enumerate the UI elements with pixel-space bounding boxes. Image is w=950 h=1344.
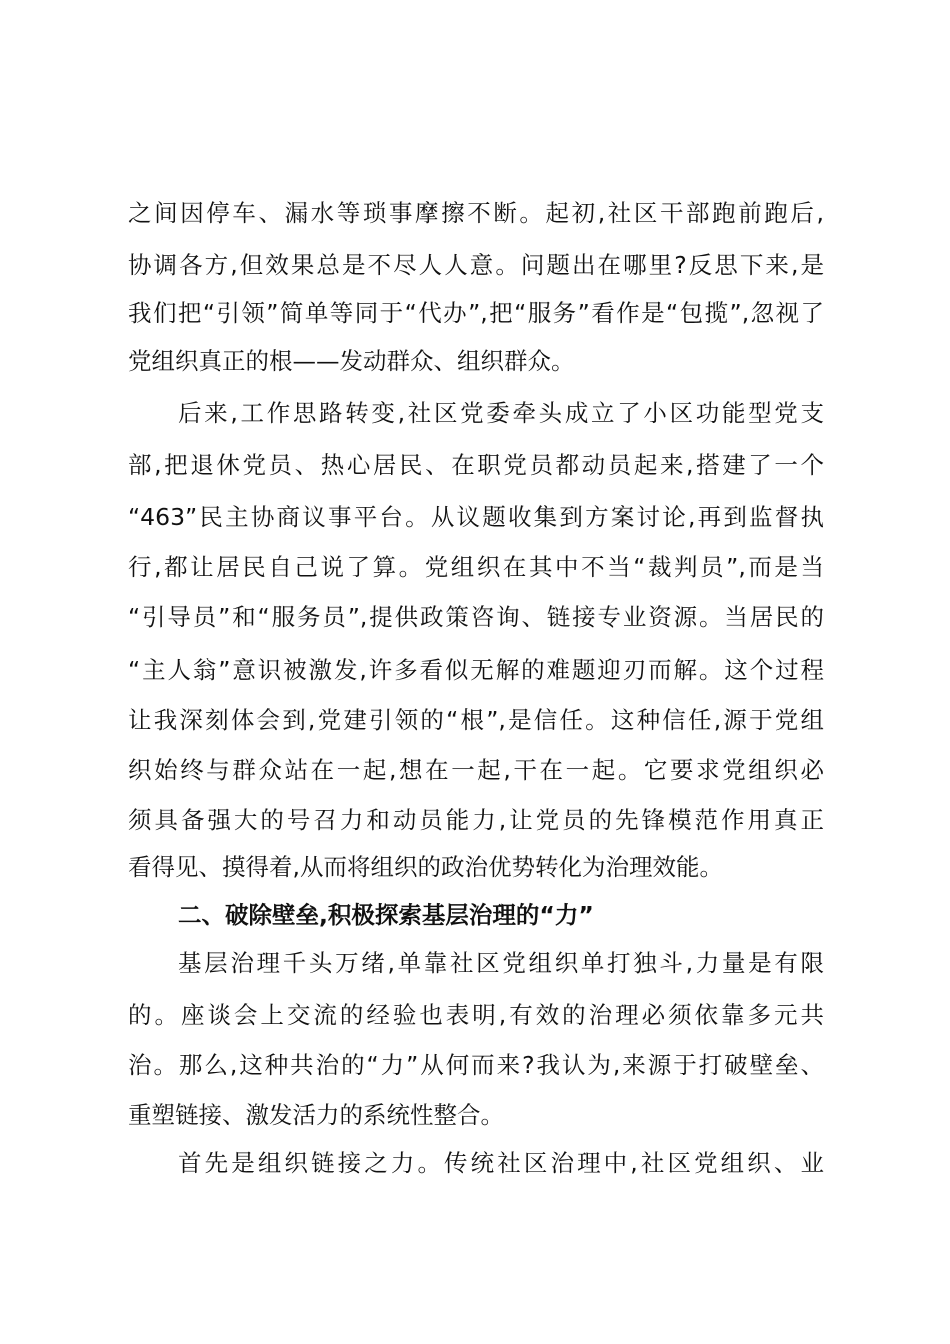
text-line: 的。座谈会上交流的经验也表明,有效的治理必须依靠多元共 <box>128 1001 824 1029</box>
text-line: 党组织真正的根——发动群众、组织群众。 <box>128 347 575 375</box>
text-line: 协调各方,但效果总是不尽人人意。问题出在哪里?反思下来,是 <box>128 251 824 279</box>
text-line: 后来,工作思路转变,社区党委牵头成立了小区功能型党支 <box>178 399 824 427</box>
text-line: 让我深刻体会到,党建引领的“根”,是信任。这种信任,源于党组 <box>128 706 824 734</box>
text-line: 之间因停车、漏水等琐事摩擦不断。起初,社区干部跑前跑后, <box>128 199 824 227</box>
text-line: “主人翁”意识被激发,许多看似无解的难题迎刃而解。这个过程 <box>128 656 824 684</box>
text-line: 我们把“引领”简单等同于“代办”,把“服务”看作是“包揽”,忽视了 <box>128 299 824 327</box>
text-line: 行,都让居民自己说了算。党组织在其中不当“裁判员”,而是当 <box>128 553 824 581</box>
text-line: 看得见、摸得着,从而将组织的政治优势转化为治理效能。 <box>128 853 723 881</box>
text-line: “引导员”和“服务员”,提供政策咨询、链接专业资源。当居民的 <box>128 603 824 631</box>
text-line: 部,把退休党员、热心居民、在职党员都动员起来,搭建了一个 <box>128 451 824 479</box>
text-line: “463”民主协商议事平台。从议题收集到方案讨论,再到监督执 <box>128 503 824 531</box>
text-line: 织始终与群众站在一起,想在一起,干在一起。它要求党组织必 <box>128 756 824 784</box>
text-line: 首先是组织链接之力。传统社区治理中,社区党组织、业 <box>178 1149 824 1177</box>
text-line: 重塑链接、激发活力的系统性整合。 <box>128 1101 504 1129</box>
text-line: 基层治理千头万绪,单靠社区党组织单打独斗,力量是有限 <box>178 949 824 977</box>
text-line: 治。那么,这种共治的“力”从何而来?我认为,来源于打破壁垒、 <box>128 1051 824 1079</box>
section-heading: 二、破除壁垒,积极探索基层治理的“力” <box>178 901 594 929</box>
text-line: 须具备强大的号召力和动员能力,让党员的先锋模范作用真正 <box>128 806 824 834</box>
